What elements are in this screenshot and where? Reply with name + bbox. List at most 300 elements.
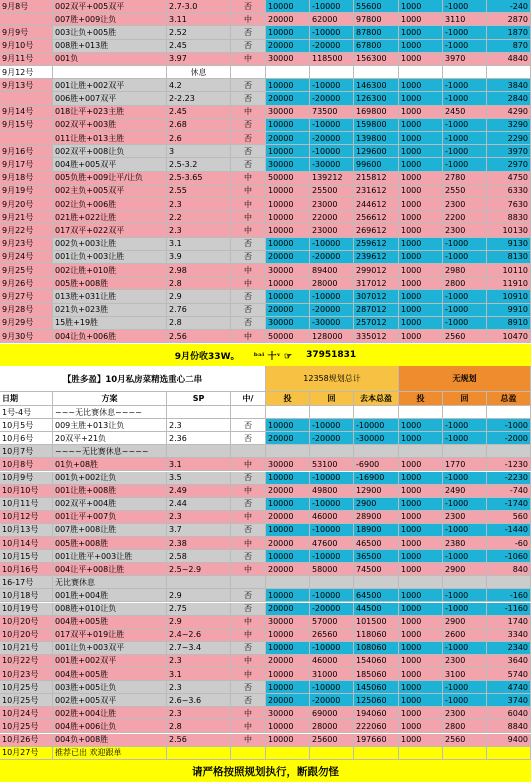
cell-res bbox=[231, 576, 266, 589]
cell-res: 否 bbox=[231, 304, 266, 317]
cell-m-ret: -1000 bbox=[443, 238, 487, 251]
cell-res: 否 bbox=[231, 472, 266, 485]
cell-ret: -20000 bbox=[310, 92, 354, 105]
cell-m-bet: 1000 bbox=[399, 251, 443, 264]
cell-res: 中 bbox=[231, 172, 266, 185]
table-row bbox=[0, 277, 531, 290]
cell-m-total: 870 bbox=[487, 40, 531, 53]
cell-m-ret: 2300 bbox=[443, 707, 487, 720]
table-row bbox=[0, 92, 531, 105]
cell-m-ret: 2490 bbox=[443, 485, 487, 498]
cell-bet: 10000 bbox=[266, 589, 310, 602]
cell-res: 中 bbox=[231, 563, 266, 576]
cell-bet: 10000 bbox=[266, 734, 310, 747]
cell-m-total: -2000 bbox=[487, 432, 531, 445]
cell-sp: 2.44 bbox=[167, 498, 231, 511]
cell-m-ret: -1000 bbox=[443, 304, 487, 317]
cell-m-bet: 1000 bbox=[399, 681, 443, 694]
cell-m-bet: 1000 bbox=[399, 119, 443, 132]
cell-cum: 46500 bbox=[354, 537, 399, 550]
cell-cum: -16900 bbox=[354, 472, 399, 485]
cell-cum: 55600 bbox=[354, 0, 399, 13]
table-row bbox=[0, 66, 531, 79]
table-row bbox=[0, 668, 531, 681]
cell-m-total: 3290 bbox=[487, 119, 531, 132]
cell-m-total: -1440 bbox=[487, 524, 531, 537]
cell-bet: 30000 bbox=[266, 106, 310, 119]
cell-m-ret: -1000 bbox=[443, 317, 487, 330]
cell-date: 9月12号 bbox=[0, 66, 53, 79]
cell-m-total: 9130 bbox=[487, 238, 531, 251]
cell-ret: -10000 bbox=[310, 26, 354, 39]
cell-cum: 185060 bbox=[354, 668, 399, 681]
summary-bar bbox=[0, 344, 531, 366]
table-row bbox=[0, 79, 531, 92]
cell-m-bet: 1000 bbox=[399, 13, 443, 26]
cell-date: 9月21号 bbox=[0, 211, 53, 224]
cell-ret: -20000 bbox=[310, 694, 354, 707]
cell-date: 9月14号 bbox=[0, 106, 53, 119]
cell-date: 10月26号 bbox=[0, 734, 53, 747]
cell-m-ret: -1000 bbox=[443, 498, 487, 511]
cell-cum: 36500 bbox=[354, 550, 399, 563]
cell-sp: 2.9 bbox=[167, 290, 231, 303]
cell-sp: 3.7 bbox=[167, 524, 231, 537]
cell-sp: 3 bbox=[167, 145, 231, 158]
cell-sp: 2.3 bbox=[167, 707, 231, 720]
cell-m-total: 6040 bbox=[487, 707, 531, 720]
col-bet: 投 bbox=[266, 392, 310, 406]
cell-date: 10月24号 bbox=[0, 707, 53, 720]
cell-sp: 2.36 bbox=[167, 432, 231, 445]
cell-res bbox=[231, 66, 266, 79]
cell-cum: 244612 bbox=[354, 198, 399, 211]
cell-cum: 269612 bbox=[354, 224, 399, 237]
cell-m-ret: 3970 bbox=[443, 53, 487, 66]
cell-res: 否 bbox=[231, 432, 266, 445]
cell-res: 否 bbox=[231, 251, 266, 264]
cell-bet: 10000 bbox=[266, 277, 310, 290]
cell-m-total bbox=[487, 406, 531, 419]
cell-sp: 2.3 bbox=[167, 198, 231, 211]
cell-ret: -10000 bbox=[310, 290, 354, 303]
table-row bbox=[0, 432, 531, 445]
table-row bbox=[0, 13, 531, 26]
cell-plan: 001胜+004胜 bbox=[53, 589, 167, 602]
cell-ret: -10000 bbox=[310, 642, 354, 655]
cell-m-total: 9400 bbox=[487, 734, 531, 747]
cell-plan: 001让负+003让胜 bbox=[53, 251, 167, 264]
cell-plan: 002双平+008让负 bbox=[53, 145, 167, 158]
cell-plan: ~~~~无比赛休息~~~~ bbox=[53, 445, 167, 458]
cell-m-bet: 1000 bbox=[399, 145, 443, 158]
section-header bbox=[0, 366, 531, 392]
cell-ret bbox=[310, 406, 354, 419]
cell-m-ret bbox=[443, 445, 487, 458]
cell-date: 9月10号 bbox=[0, 40, 53, 53]
cell-date: 10月18号 bbox=[0, 589, 53, 602]
cell-sp: 2.3 bbox=[167, 511, 231, 524]
cell-plan: 004胜+005胜 bbox=[53, 668, 167, 681]
cell-res bbox=[231, 445, 266, 458]
cell-cum: -6900 bbox=[354, 458, 399, 471]
cell-date: 9月15号 bbox=[0, 119, 53, 132]
cell-cum: 307012 bbox=[354, 290, 399, 303]
cell-cum: 28900 bbox=[354, 511, 399, 524]
cell-m-ret: 2560 bbox=[443, 330, 487, 343]
cell-ret: 49800 bbox=[310, 485, 354, 498]
cell-m-ret: 2600 bbox=[443, 629, 487, 642]
cell-date: 9月16号 bbox=[0, 145, 53, 158]
cell-bet: 30000 bbox=[266, 158, 310, 171]
cell-cum: 87800 bbox=[354, 26, 399, 39]
cell-m-bet: 1000 bbox=[399, 707, 443, 720]
cell-m-ret: -1000 bbox=[443, 79, 487, 92]
cell-plan: 002胜+005双平 bbox=[53, 694, 167, 707]
cell-plan: 008胜+010让负 bbox=[53, 603, 167, 616]
cell-ret: -10000 bbox=[310, 0, 354, 13]
cell-ret: -20000 bbox=[310, 251, 354, 264]
cell-m-ret: -1000 bbox=[443, 119, 487, 132]
cell-ret: 47600 bbox=[310, 537, 354, 550]
cell-m-bet: 1000 bbox=[399, 0, 443, 13]
cell-m-ret: -1000 bbox=[443, 92, 487, 105]
cell-sp: 2.9 bbox=[167, 616, 231, 629]
cell-plan: 013胜+031让胜 bbox=[53, 290, 167, 303]
cell-ret: 53100 bbox=[310, 458, 354, 471]
cell-sp: 3.5 bbox=[167, 472, 231, 485]
cell-sp: 2.2 bbox=[167, 211, 231, 224]
column-header-row bbox=[0, 392, 531, 406]
cell-sp bbox=[167, 445, 231, 458]
cell-bet: 10000 bbox=[266, 79, 310, 92]
cell-m-bet: 1000 bbox=[399, 172, 443, 185]
cell-plan: 01负+08胜 bbox=[53, 458, 167, 471]
cell-res: 中 bbox=[231, 537, 266, 550]
cell-bet: 30000 bbox=[266, 53, 310, 66]
cell-m-total: 4840 bbox=[487, 53, 531, 66]
cell-m-ret: 1770 bbox=[443, 458, 487, 471]
cell-m-bet: 1000 bbox=[399, 26, 443, 39]
table-row bbox=[0, 537, 531, 550]
col-sp: SP bbox=[167, 392, 231, 406]
cell-res: 中 bbox=[231, 53, 266, 66]
cell-m-bet: 1000 bbox=[399, 198, 443, 211]
cell-m-bet: 1000 bbox=[399, 472, 443, 485]
cell-bet: 10000 bbox=[266, 419, 310, 432]
cell-m-bet: 1000 bbox=[399, 603, 443, 616]
cell-date: 10月20号 bbox=[0, 629, 53, 642]
cell-m-ret: 2900 bbox=[443, 616, 487, 629]
table-row bbox=[0, 406, 531, 419]
cell-date: 9月13号 bbox=[0, 79, 53, 92]
cell-res: 否 bbox=[231, 317, 266, 330]
cell-m-ret: 2560 bbox=[443, 734, 487, 747]
cell-plan: 017双平+022双平 bbox=[53, 224, 167, 237]
cell-m-ret: -1000 bbox=[443, 472, 487, 485]
cell-ret: -10000 bbox=[310, 79, 354, 92]
cell-res: 中 bbox=[231, 511, 266, 524]
cell-plan: 004负+008胜 bbox=[53, 734, 167, 747]
cell-sp: 3.1 bbox=[167, 458, 231, 471]
cell-m-bet: 1000 bbox=[399, 53, 443, 66]
cell-m-bet: 1000 bbox=[399, 92, 443, 105]
cell-bet: 20000 bbox=[266, 132, 310, 145]
cell-ret bbox=[310, 576, 354, 589]
cell-m-bet: 1000 bbox=[399, 616, 443, 629]
cell-m-total: 1870 bbox=[487, 26, 531, 39]
cell-bet: 30000 bbox=[266, 264, 310, 277]
cell-res: 中 bbox=[231, 616, 266, 629]
cell-cum: 194060 bbox=[354, 707, 399, 720]
cell-date: 10月20号 bbox=[0, 616, 53, 629]
cell-m-ret: 2300 bbox=[443, 198, 487, 211]
table-row bbox=[0, 211, 531, 224]
cell-date: 16-17号 bbox=[0, 576, 53, 589]
cell-sp: 2.6~3.6 bbox=[167, 694, 231, 707]
cell-m-bet: 1000 bbox=[399, 694, 443, 707]
cell-m-total: 2970 bbox=[487, 158, 531, 171]
table-row bbox=[0, 185, 531, 198]
cell-res: 中 bbox=[231, 668, 266, 681]
cell-cum bbox=[354, 576, 399, 589]
cell-m-ret: -1000 bbox=[443, 0, 487, 13]
cell-sp: 3.1 bbox=[167, 668, 231, 681]
cell-m-bet: 1000 bbox=[399, 79, 443, 92]
cell-m-bet: 1000 bbox=[399, 277, 443, 290]
table-row bbox=[0, 524, 531, 537]
col-cumulative: 去本总盈 bbox=[354, 392, 399, 406]
cell-res: 否 bbox=[231, 92, 266, 105]
cell-m-bet bbox=[399, 66, 443, 79]
cell-plan: 002主负+005双平 bbox=[53, 185, 167, 198]
cell-cum: 125060 bbox=[354, 694, 399, 707]
cell-m-total: -240 bbox=[487, 0, 531, 13]
cell-res: 否 bbox=[231, 40, 266, 53]
cell-cum: 159800 bbox=[354, 119, 399, 132]
cell-res: 否 bbox=[231, 290, 266, 303]
cell-res: 否 bbox=[231, 550, 266, 563]
cell-date: 9月23号 bbox=[0, 238, 53, 251]
cell-ret: 73500 bbox=[310, 106, 354, 119]
cell-cum: -10000 bbox=[354, 419, 399, 432]
cell-m-total: 11910 bbox=[487, 277, 531, 290]
cell-bet: 30000 bbox=[266, 616, 310, 629]
cell-date: 9月30号 bbox=[0, 330, 53, 343]
cell-cum: 154060 bbox=[354, 655, 399, 668]
cell-date: 9月26号 bbox=[0, 277, 53, 290]
cell-res: 否 bbox=[231, 0, 266, 13]
cell-m-ret: 2800 bbox=[443, 277, 487, 290]
cell-cum: 231612 bbox=[354, 185, 399, 198]
cell-date: 10月11号 bbox=[0, 498, 53, 511]
cell-m-bet: 1000 bbox=[399, 158, 443, 171]
cell-date: 9月22号 bbox=[0, 224, 53, 237]
cell-sp: 2-2.23 bbox=[167, 92, 231, 105]
cell-sp: 2.8 bbox=[167, 277, 231, 290]
cell-plan: 002让胜+010胜 bbox=[53, 264, 167, 277]
table-row bbox=[0, 158, 531, 171]
cell-cum: 156300 bbox=[354, 53, 399, 66]
cell-plan: 004胜+005双平 bbox=[53, 158, 167, 171]
table-row bbox=[0, 655, 531, 668]
cell-sp: 3.11 bbox=[167, 13, 231, 26]
cell-m-ret: -1000 bbox=[443, 132, 487, 145]
cell-sp: 2.56 bbox=[167, 330, 231, 343]
cell-sp: 2.75 bbox=[167, 603, 231, 616]
cell-plan: 002负+003让胜 bbox=[53, 238, 167, 251]
cell-ret: 69000 bbox=[310, 707, 354, 720]
cell-cum: 74500 bbox=[354, 563, 399, 576]
cell-bet: 20000 bbox=[266, 13, 310, 26]
table-row bbox=[0, 251, 531, 264]
table-row bbox=[0, 629, 531, 642]
cell-m-ret: -1000 bbox=[443, 524, 487, 537]
cell-cum: 67800 bbox=[354, 40, 399, 53]
cell-bet: 20000 bbox=[266, 563, 310, 576]
cell-m-bet: 1000 bbox=[399, 264, 443, 277]
cell-m-bet: 1000 bbox=[399, 734, 443, 747]
cell-m-total: 8840 bbox=[487, 720, 531, 733]
cell-m-total: -1230 bbox=[487, 458, 531, 471]
cell-m-total: 10470 bbox=[487, 330, 531, 343]
cell-date: 10月27号 bbox=[0, 747, 53, 760]
cell-plan: 001让负+003双平 bbox=[53, 642, 167, 655]
cell-m-bet: 1000 bbox=[399, 330, 443, 343]
cell-sp: 2.3 bbox=[167, 681, 231, 694]
cell-cum: 64500 bbox=[354, 589, 399, 602]
cell-cum: 287012 bbox=[354, 304, 399, 317]
cell-cum: 146300 bbox=[354, 79, 399, 92]
cell-res: 中 bbox=[231, 734, 266, 747]
cell-plan: 021胜+022让胜 bbox=[53, 211, 167, 224]
cell-bet: 10000 bbox=[266, 290, 310, 303]
cell-bet: 20000 bbox=[266, 92, 310, 105]
cell-plan: 001让胜+008胜 bbox=[53, 485, 167, 498]
cell-bet: 20000 bbox=[266, 432, 310, 445]
cell-ret: -30000 bbox=[310, 158, 354, 171]
cell-date: 9月17号 bbox=[0, 158, 53, 171]
cell-sp bbox=[167, 576, 231, 589]
cell-cum bbox=[354, 747, 399, 760]
cell-m-ret: 2450 bbox=[443, 106, 487, 119]
table-row bbox=[0, 511, 531, 524]
cell-m-total: 840 bbox=[487, 563, 531, 576]
cell-m-total: 4740 bbox=[487, 681, 531, 694]
cell-plan: 001让胜+002双平 bbox=[53, 79, 167, 92]
cell-m-total: 8830 bbox=[487, 211, 531, 224]
cell-m-bet: 1000 bbox=[399, 419, 443, 432]
cell-ret bbox=[310, 747, 354, 760]
cell-res: 否 bbox=[231, 681, 266, 694]
cell-m-bet: 1000 bbox=[399, 524, 443, 537]
cell-cum: 97800 bbox=[354, 13, 399, 26]
cell-res bbox=[231, 406, 266, 419]
cell-res: 否 bbox=[231, 642, 266, 655]
cell-sp: 2.4~2.6 bbox=[167, 629, 231, 642]
cell-m-ret: -1000 bbox=[443, 681, 487, 694]
cell-res: 否 bbox=[231, 603, 266, 616]
cell-res: 中 bbox=[231, 211, 266, 224]
cell-res: 否 bbox=[231, 79, 266, 92]
cell-m-ret: 2300 bbox=[443, 511, 487, 524]
cell-res: 否 bbox=[231, 145, 266, 158]
cell-ret: -10000 bbox=[310, 589, 354, 602]
table-row bbox=[0, 132, 531, 145]
cell-m-ret: -1000 bbox=[443, 694, 487, 707]
table-row bbox=[0, 707, 531, 720]
cell-m-bet: 1000 bbox=[399, 629, 443, 642]
cell-cum: 169800 bbox=[354, 106, 399, 119]
cell-m-ret bbox=[443, 747, 487, 760]
cell-m-bet: 1000 bbox=[399, 642, 443, 655]
cell-date bbox=[0, 92, 53, 105]
cell-sp: 2.49 bbox=[167, 485, 231, 498]
col-mini-bet: 投 bbox=[399, 392, 443, 406]
table-row bbox=[0, 330, 531, 343]
cell-plan: 20双平+21负 bbox=[53, 432, 167, 445]
cell-cum: 239612 bbox=[354, 251, 399, 264]
cell-ret: 57000 bbox=[310, 616, 354, 629]
table-row bbox=[0, 224, 531, 237]
cell-cum: 101500 bbox=[354, 616, 399, 629]
cell-date: 9月9号 bbox=[0, 26, 53, 39]
cell-date: 10月7号 bbox=[0, 445, 53, 458]
cell-plan: 002双平+003胜 bbox=[53, 119, 167, 132]
cell-m-ret: 2800 bbox=[443, 720, 487, 733]
cell-m-total: 3840 bbox=[487, 79, 531, 92]
footer-text: 请严格按照规划执行，断跟勿怪 bbox=[0, 760, 531, 782]
cell-sp: 2.6 bbox=[167, 132, 231, 145]
cell-ret bbox=[310, 445, 354, 458]
cell-sp: 3.97 bbox=[167, 53, 231, 66]
cell-m-ret: -1000 bbox=[443, 158, 487, 171]
cell-cum: 108060 bbox=[354, 642, 399, 655]
cell-cum: -30000 bbox=[354, 432, 399, 445]
cell-ret: 128000 bbox=[310, 330, 354, 343]
cell-m-total: -1000 bbox=[487, 419, 531, 432]
table-row bbox=[0, 304, 531, 317]
cell-date: 10月15号 bbox=[0, 550, 53, 563]
cell-bet: 20000 bbox=[266, 251, 310, 264]
cell-cum: 259612 bbox=[354, 238, 399, 251]
cell-m-total: 8910 bbox=[487, 317, 531, 330]
cell-bet: 10000 bbox=[266, 720, 310, 733]
cell-bet: 20000 bbox=[266, 304, 310, 317]
cell-m-bet: 1000 bbox=[399, 511, 443, 524]
cell-date: 10月10号 bbox=[0, 485, 53, 498]
cell-plan: 推荐已出 欢迎跟单 bbox=[53, 747, 167, 760]
cell-bet: 10000 bbox=[266, 524, 310, 537]
cell-bet: 10000 bbox=[266, 550, 310, 563]
cell-plan: 008胜+013胜 bbox=[53, 40, 167, 53]
cell-m-total bbox=[487, 747, 531, 760]
cell-date: 10月12号 bbox=[0, 511, 53, 524]
cell-plan: 009主胜+013让负 bbox=[53, 419, 167, 432]
cell-ret: -10000 bbox=[310, 472, 354, 485]
table-row bbox=[0, 445, 531, 458]
table-row bbox=[0, 458, 531, 471]
cell-m-ret: -1000 bbox=[443, 589, 487, 602]
cell-m-ret bbox=[443, 66, 487, 79]
cell-bet: 10000 bbox=[266, 472, 310, 485]
cell-plan: 007胜+009让负 bbox=[53, 13, 167, 26]
table-row bbox=[0, 119, 531, 132]
cell-m-ret: -1000 bbox=[443, 145, 487, 158]
cell-sp: 2.5-3.2 bbox=[167, 158, 231, 171]
cell-date: 10月25号 bbox=[0, 681, 53, 694]
cell-date: 10月9号 bbox=[0, 472, 53, 485]
